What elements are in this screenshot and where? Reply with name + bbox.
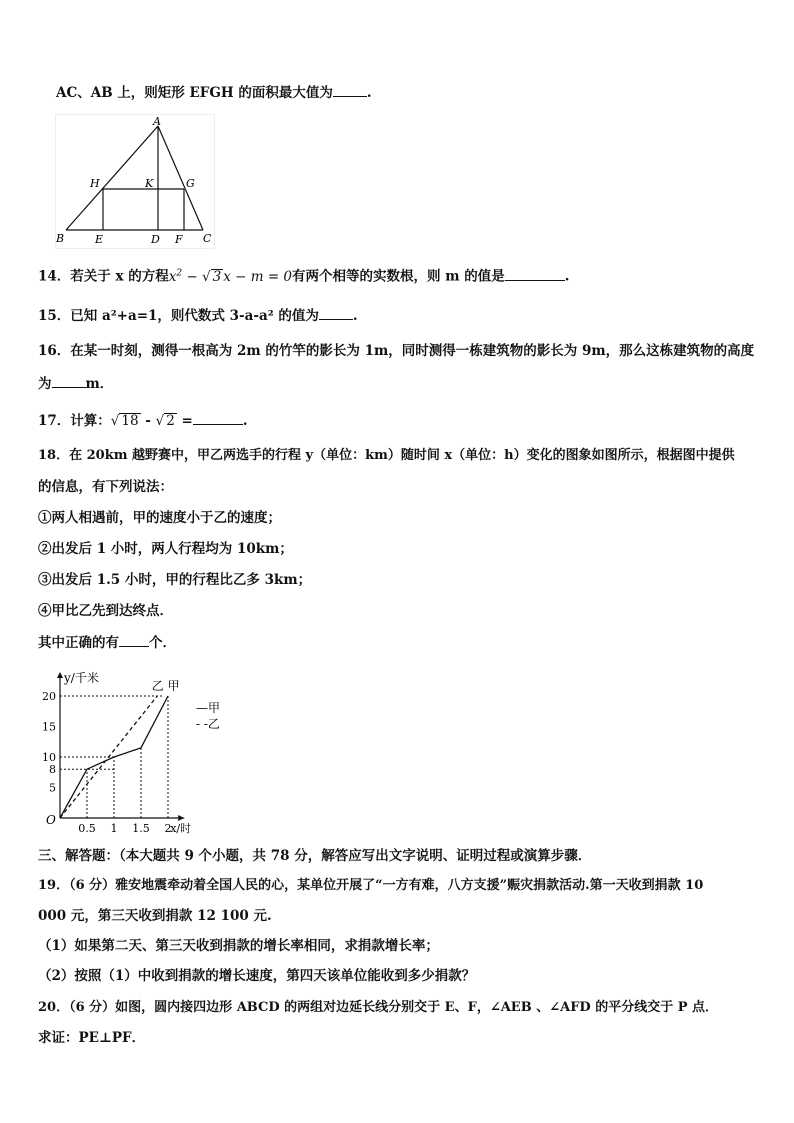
q17-sqrt-b: 2 xyxy=(166,413,175,429)
q13-end: . xyxy=(366,85,372,101)
section3-heading: 三、解答题：（本大题共 9 个小题，共 78 分，解答应写出文字说明、证明过程或演算步骤． xyxy=(38,848,592,864)
q14-line xyxy=(38,263,569,287)
y-tick-label: 10 xyxy=(42,751,56,764)
q15-end: . xyxy=(352,308,358,324)
q18-item-4: ④甲比乙先到达终点． xyxy=(38,603,173,619)
q18-question xyxy=(38,632,176,653)
q19-line2: 000 元，第三天收到捐款 12 100 元. xyxy=(38,908,272,924)
q13-tail-line xyxy=(56,82,372,103)
q14-answer-blank[interactable] xyxy=(505,266,565,281)
q17-equals: = xyxy=(176,413,193,429)
distance-time-chart xyxy=(38,668,238,840)
q14-eq-sup: 2 xyxy=(176,268,183,278)
q18-question-suffix: 个． xyxy=(149,635,176,651)
label-e: E xyxy=(95,233,104,246)
x-tick-label: 1 xyxy=(110,822,118,835)
q20-line2: 求证：PE⊥PF． xyxy=(38,1030,146,1046)
q17-minus: - xyxy=(140,413,156,429)
y-tick-label: 5 xyxy=(49,781,56,795)
q14-prefix: 14．若关于 x 的方程 xyxy=(38,268,169,285)
origin-label: O xyxy=(46,813,56,827)
q17-sqrt-a: 18 xyxy=(121,413,139,429)
q16-line2-prefix: 为 xyxy=(38,376,52,392)
q18-item-3: ③出发后 1.5 小时，甲的行程比乙多 3km； xyxy=(38,572,312,588)
q18-line2: 的信息，有下列说法： xyxy=(38,479,173,495)
q14-eq-sqrt: 3 xyxy=(212,268,222,285)
x-tick-label: 0.5 xyxy=(78,822,96,835)
y-axis-label: y/千米 xyxy=(64,671,99,685)
label-b: B xyxy=(56,232,65,245)
y-tick-label: 15 xyxy=(42,720,56,734)
legend-entry-jia: —甲 xyxy=(196,701,221,715)
y-tick-label: 20 xyxy=(42,690,56,703)
q14-end: . xyxy=(564,268,570,285)
q19-part1: （1）如果第二天、第三天收到捐款的增长率相同，求捐款增长率； xyxy=(38,938,439,954)
q17-line: 17．计算：√ 18 - √ 2 = . xyxy=(38,410,248,431)
q16-answer-blank[interactable] xyxy=(52,373,86,388)
series-top-labels: 乙 甲 xyxy=(151,679,180,693)
q20-line1: 20．（6 分）如图，圆内接四边形 ABCD 的两组对边延长线分别交于 E、F，∠AEB 、∠AFD 的平分线交于 P 点． xyxy=(38,1000,719,1015)
x-tick-label: 2 xyxy=(164,822,172,835)
legend-entry-yi: - -乙 xyxy=(196,717,220,731)
q16-line1: 16．在某一时刻，测得一根高为 2m 的竹竿的影长为 1m，同时测得一栋建筑物的影长为 9m，那么这栋建筑物的高度 xyxy=(38,343,755,359)
q14-suffix: 有两个相等的实数根，则 m 的值是 xyxy=(292,268,505,285)
x-tick-label: 1.5 xyxy=(132,822,150,835)
q14-eq-rest: x − m = 0 xyxy=(223,268,293,285)
q16-line2-suffix: m． xyxy=(85,376,114,392)
q15-answer-blank[interactable] xyxy=(319,305,353,320)
q18-answer-blank[interactable] xyxy=(119,632,149,647)
q18-item-2: ②出发后 1 小时，两人行程均为 10km； xyxy=(38,541,293,557)
q14-eq-minus: − xyxy=(182,268,203,285)
q14-equation: $x^2$ − √ 3 x − m = 0 xyxy=(168,268,293,285)
label-g: G xyxy=(186,177,195,190)
label-h: H xyxy=(90,177,100,190)
side-ac xyxy=(158,126,203,230)
q13-answer-blank[interactable] xyxy=(333,82,367,97)
x-axis-arrow xyxy=(178,815,184,821)
y-tick-label: 8 xyxy=(49,763,56,777)
q13-text: AC、AB 上，则矩形 EFGH 的面积最大值为 xyxy=(56,85,333,101)
label-k: K xyxy=(145,177,154,190)
q15-line xyxy=(38,305,358,326)
q17-end: . xyxy=(242,413,248,429)
label-c: C xyxy=(203,232,212,245)
q18-item-1: ①两人相遇前，甲的速度小于乙的速度； xyxy=(38,510,281,526)
x-axis-label: x/时 xyxy=(170,822,192,835)
triangle-figure xyxy=(55,114,215,249)
q19-part2: （2）按照（1）中收到捐款的增长速度，第四天该单位能收到多少捐款？ xyxy=(38,968,476,984)
q17-prefix: 17．计算： xyxy=(38,413,111,429)
q15-text: 15．已知 a²+a=1，则代数式 3-a-a² 的值为 xyxy=(38,308,319,324)
q19-line1: 19．（6 分）雅安地震牵动着全国人民的心，某单位开展了“一方有难，八方支援”赈灾捐款活动.第一天收到捐款 10 xyxy=(38,878,704,893)
q18-question-prefix: 其中正确的有 xyxy=(38,635,119,651)
y-axis-arrow xyxy=(57,672,63,678)
q16-line2 xyxy=(38,373,113,394)
label-d: D xyxy=(151,233,160,246)
q18-line1: 18．在 20km 越野赛中，甲乙两选手的行程 y（单位：km）随时间 x（单位：h）变化的图象如图所示，根据图中提供 xyxy=(38,448,735,463)
q17-answer-blank[interactable] xyxy=(193,410,243,425)
series-line-yi xyxy=(60,696,157,818)
label-f: F xyxy=(175,233,183,246)
q14-eq-x: x xyxy=(168,268,177,285)
label-a: A xyxy=(153,115,161,128)
